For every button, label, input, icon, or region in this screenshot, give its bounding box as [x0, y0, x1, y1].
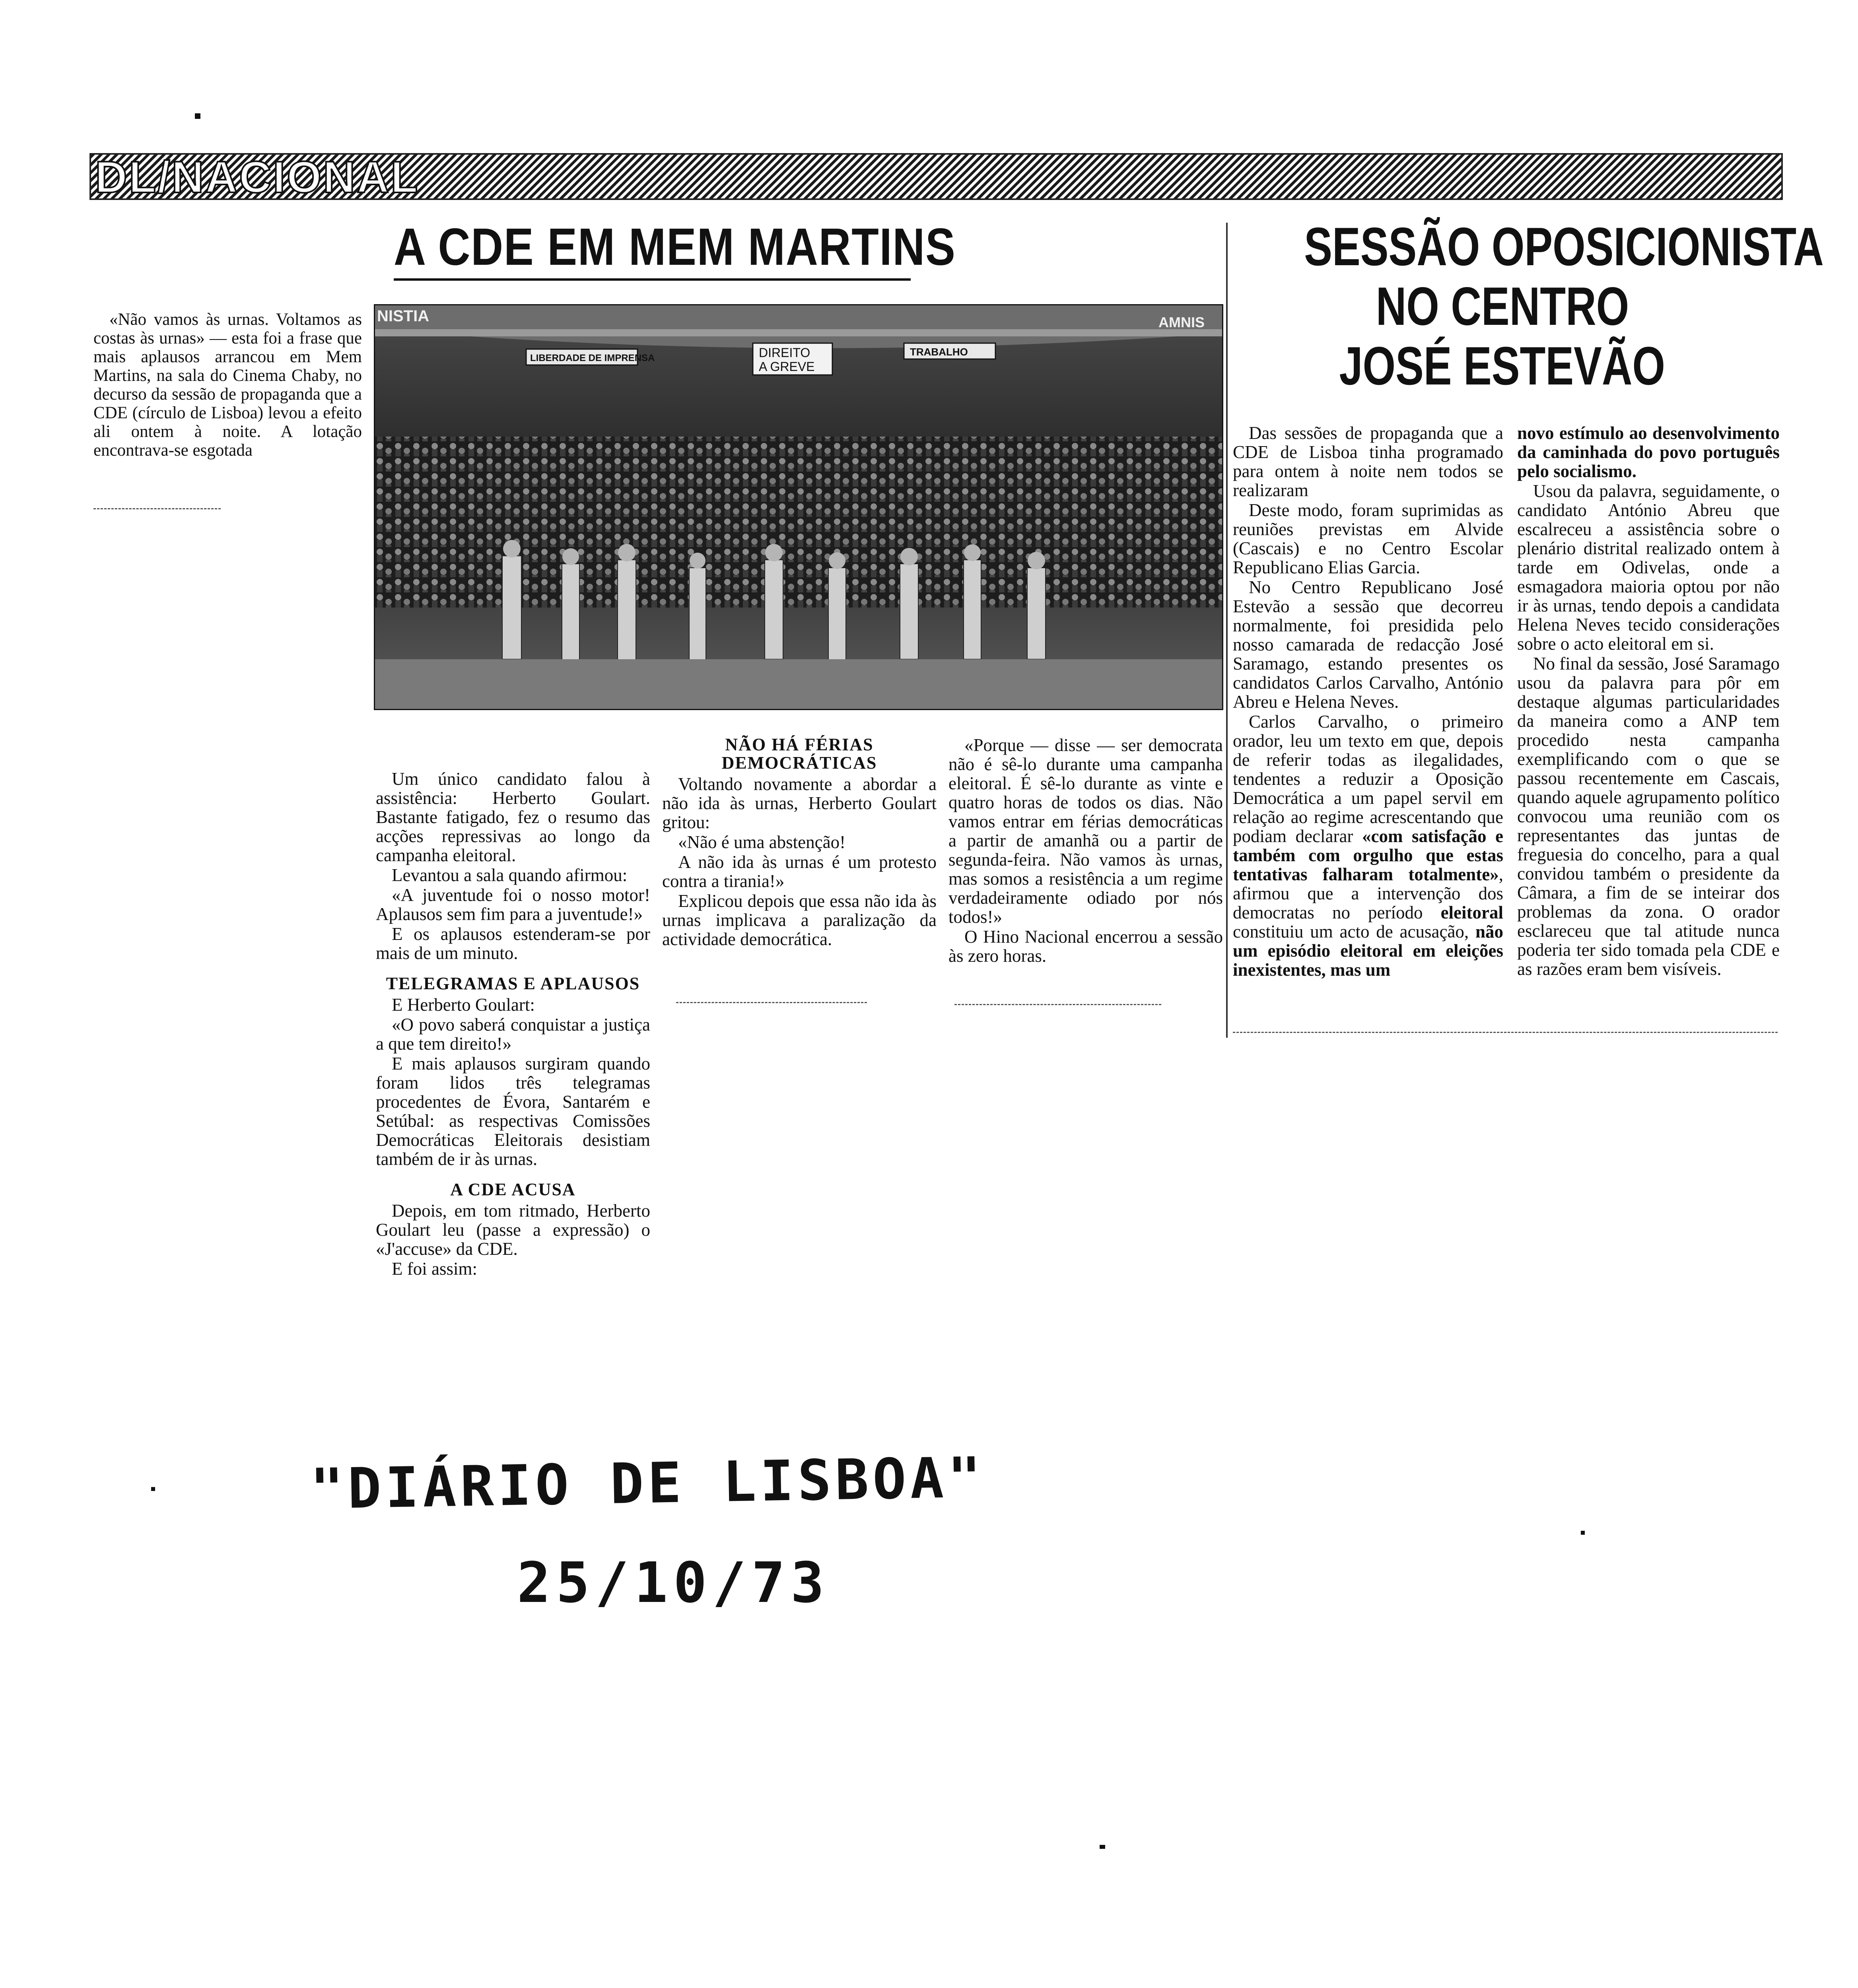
article1-col1	[376, 769, 650, 1279]
a2c1-p4d: eleitoral	[1440, 903, 1503, 922]
a1c1-subhead-acusa: A CDE ACUSA	[450, 1180, 576, 1199]
article1-headline: A CDE EM MEM MARTINS	[394, 217, 956, 276]
a1c1-p3: «A juventude foi o nosso motor! Aplausos sem fim para a juventude!»	[376, 885, 650, 924]
section-banner	[89, 153, 1783, 200]
lead-text: «Não vamos às urnas. Voltamos as costas às urnas» — esta foi a frase que mais aplausos arrancou em Mem Martins, na sala do Cinema Chaby, no decurso da sessão de propaganda que a CDE (círculo de Lisboa) levou a efeito ali ontem à noite. A lotação encontrava-se esgotada	[93, 310, 362, 460]
photo-banner-left: NISTIA	[377, 307, 430, 325]
a1c2-p2: «Não é uma abstenção!	[678, 832, 846, 852]
a1c3-p2: O Hino Nacional encerrou a sessão às zero horas.	[948, 927, 1223, 966]
headline-underline	[394, 278, 911, 281]
article2-headline	[1231, 216, 1824, 396]
a2c1-p4c: , afirmou que a intervenção dos democratas no período	[1233, 864, 1503, 922]
a1c3-p1: «Porque — disse — ser democrata não é sê-lo durante uma campanha eleitoral. É sê-lo durante as vinte e quatro horas de todos os dias. Não vamos entrar em férias democráticas a partir de amanhã ou a partir de segunda-feira. Não vamos às urnas, mas somos a resistência a um regime verdadeiramente odiado por nós todos!»	[948, 735, 1223, 927]
article2-headline-line3: JOSÉ ESTEVÃO	[1339, 336, 1666, 396]
col2-rule	[676, 1002, 867, 1003]
article2-headline-line1: SESSÃO OPOSICIONISTA	[1304, 216, 1824, 277]
photo-banner-2-line2: A GREVE	[759, 359, 815, 374]
a1c2-p1: Voltando novamente a abordar a não ida às urnas, Herberto Goulart gritou:	[662, 774, 937, 832]
a1c1-p2: Levantou a sala quando afirmou:	[392, 865, 628, 885]
col3-rule	[954, 1004, 1161, 1005]
handwritten-source: "DIÁRIO DE LISBOA"	[309, 1445, 986, 1522]
a2c1-p4a: Carlos Carvalho, o primeiro orador, leu um texto em que, depois de referir todas as ilegalidades, tendentes a reduzir a Oposição Democrática a um papel servil em relação ao regime acrescentando que podiam declarar	[1233, 712, 1503, 846]
a1c2-p3: A não ida às urnas é um protesto contra a tirania!»	[662, 852, 937, 891]
article2-col2	[1517, 423, 1780, 979]
a1c1-p4: E os aplausos estenderam-se por mais de um minuto.	[376, 924, 650, 963]
a2c1-p2: Deste modo, foram suprimidas as reuniões previstas em Alvide (Cascais) e no Centro Escolar Republicano Elias Garcia.	[1233, 500, 1503, 577]
article2-col1	[1233, 423, 1503, 980]
speck	[195, 113, 200, 119]
a1c2-subhead-ferias: NÃO HÁ FÉRIAS DEMOCRÁTICAS	[721, 735, 877, 773]
rally-photo-image	[375, 305, 1222, 709]
photo-banner-right: AMNIS	[1158, 314, 1205, 330]
a1c1-p6: «O povo saberá conquistar a justiça a que tem direito!»	[376, 1015, 650, 1054]
lead-rule	[93, 508, 221, 509]
speck	[1100, 1845, 1105, 1849]
a1c1-p5: E Herberto Goulart:	[392, 995, 535, 1015]
a2c1-p4b: «com satisfação e também com orgulho que estas tentativas falharam totalmente»	[1233, 826, 1503, 884]
photo-banner-3: TRABALHO	[910, 346, 968, 358]
a2c1-p4	[1233, 712, 1503, 979]
a2c2-p1	[1517, 423, 1780, 481]
speck	[1581, 1531, 1585, 1535]
a2c2-p3: No final da sessão, José Saramago usou da palavra para pôr em destaque algumas particularidades da maneira como a ANP tem procedido nesta campanha exemplificando com o que se passou recentemente em Cascais, quando aquele agrupamento político convocou uma reunião com os representantes das juntas de freguesia do concelho, para a qual convidou também o presidente da Câmara, a fim de se inteirar dos problemas da zona. O orador esclareceu que tal atitude nunca poderia ter sido tomada pela CDE e as razões eram bem visíveis.	[1517, 654, 1780, 979]
a1c1-subhead-telegramas: TELEGRAMAS E APLAUSOS	[386, 974, 640, 993]
a1c2-p4: Explicou depois que essa não ida às urnas implicava a paralização da actividade democrática.	[662, 891, 937, 949]
article1-col2	[662, 736, 937, 949]
speck	[151, 1487, 155, 1491]
a2c2-p1-bold: novo estímulo ao desenvolvimento da caminhada do povo português pelo socialismo.	[1517, 423, 1780, 481]
article1-lead	[93, 310, 362, 460]
photo-banner-1: LIBERDADE DE IMPRENSA	[530, 353, 655, 363]
a1c1-p8: Depois, em tom ritmado, Herberto Goulart leu (passe a expressão) o «J'accuse» da CDE.	[376, 1201, 650, 1259]
article2-headline-line2: NO CENTRO	[1376, 276, 1629, 336]
rally-photo	[374, 304, 1223, 710]
a1c1-p7: E mais aplausos surgiram quando foram lidos três telegramas procedentes de Évora, Santarém e Setúbal: as respectivas Comissões Democráticas Eleitorais desistiam também de ir às urnas.	[376, 1054, 650, 1169]
a2c1-p1: Das sessões de propaganda que a CDE de Lisboa tinha programado para ontem à noite nem todos se realizaram	[1233, 423, 1503, 500]
a2c1-p4f: não um episódio eleitoral em eleições inexistentes, mas um	[1233, 922, 1503, 980]
article1-col3	[948, 736, 1223, 966]
section-label: DL/NACIONAL	[95, 152, 420, 202]
article-divider	[1226, 223, 1228, 1038]
a2c1-p3: No Centro Republicano José Estevão a sessão que decorreu normalmente, foi presidida pelo nosso camarada de redacção José Saramago, estando presentes os candidatos Carlos Carvalho, António Abreu e Helena Neves.	[1233, 577, 1503, 712]
a2c2-p2: Usou da palavra, seguidamente, o candidato António Abreu que escalreceu a assistência sobre o plenário distrital realizado ontem à tarde em Odivelas, onde a esmagadora maioria optou por não ir às urnas, tendo depois a candidata Helena Neves tecido considerações sobre o acto eleitoral em si.	[1517, 481, 1780, 654]
a1c1-p9: E foi assim:	[392, 1259, 477, 1279]
a2c1-p4e: constituiu um acto de acusação,	[1233, 922, 1475, 942]
handwritten-date: 25/10/73	[517, 1551, 830, 1615]
photo-banner-2-line1: DIREITO	[759, 346, 810, 360]
article2-rule	[1233, 1032, 1778, 1033]
a1c1-p1: Um único candidato falou à assistência: Herberto Goulart. Bastante fatigado, fez o resumo das acções repressivas ao longo da campanha eleitoral.	[376, 769, 650, 865]
